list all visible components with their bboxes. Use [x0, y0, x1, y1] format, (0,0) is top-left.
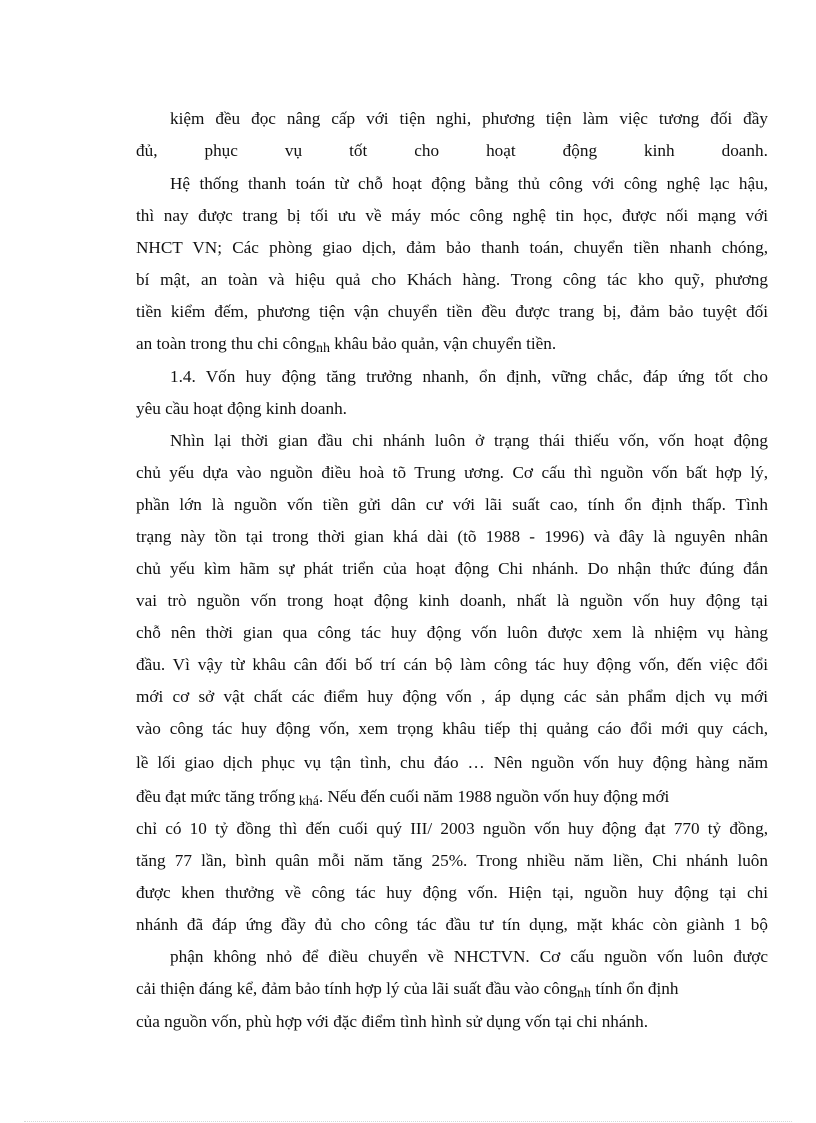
text-line — [136, 205, 768, 227]
text-segment: Hệ thống thanh toán từ chỗ hoạt động bằng thủ công với công nghệ lạc hậu, — [170, 174, 768, 193]
text-word: phục — [204, 141, 238, 160]
text-line — [136, 590, 768, 612]
text-segment: vào công tác huy động vốn, xem trọng khâu tiếp thị quảng cáo đổi mới quy cách, — [136, 719, 768, 738]
text-segment: đầu. Vì vậy từ khâu cân đối bố trí cán bộ làm công tác huy động vốn, đến việc đổi — [136, 655, 768, 674]
text-segment: tăng 77 lần, bình quân mỗi năm tăng 25%. Trong nhiều năm liền, Chi nhánh luôn — [136, 851, 768, 870]
text-line — [136, 333, 768, 357]
text-fragment: khá — [295, 794, 319, 809]
text-segment: chỉ có 10 tỷ đồng thì đến cuối quý III/ 2003 nguồn vốn huy động đạt 770 tỷ đồng, — [136, 819, 768, 838]
text-line — [136, 1011, 768, 1033]
text-line — [170, 946, 768, 968]
text-line — [136, 914, 768, 936]
text-word: hoạt — [486, 141, 516, 160]
text-segment: lề lối giao dịch phục vụ tận tình, chu đáo … Nên nguồn vốn huy động hàng năm — [136, 753, 768, 772]
text-segment: Nhìn lại thời gian đầu chi nhánh luôn ở trạng thái thiếu vốn, vốn hoạt động — [170, 431, 768, 450]
text-line — [136, 269, 768, 291]
text-line — [136, 718, 768, 740]
text-fragment: nh — [577, 986, 592, 1001]
text-segment: mới cơ sở vật chất các điểm huy động vốn , áp dụng các sản phẩm dịch vụ mới — [136, 687, 768, 706]
text-word: động — [562, 141, 598, 160]
text-segment: . Nếu đến cuối năm 1988 nguồn vốn huy động mới — [318, 787, 670, 806]
text-segment: vai trò nguồn vốn trong hoạt động kinh doanh, nhất là nguồn vốn huy động tại — [136, 591, 768, 610]
text-segment: 1.4. Vốn huy động tăng trưởng nhanh, ổn định, vững chắc, đáp ứng tốt cho — [170, 367, 768, 386]
text-segment: trạng này tồn tại trong thời gian khá dài (tõ 1988 - 1996) và đây là nguyên nhân — [136, 527, 768, 546]
text-segment: tiền kiểm đếm, phương tiện vận chuyển tiền đều được trang bị, đảm bảo tuyệt đối — [136, 302, 768, 321]
text-line — [136, 786, 768, 810]
text-word: cho — [414, 141, 440, 160]
text-segment: của nguồn vốn, phù hợp với đặc điểm tình hình sử dụng vốn tại chi nhánh. — [136, 1012, 649, 1031]
text-segment: chủ yếu kìm hãm sự phát triển của hoạt động Chi nhánh. Do nhận thức đúng đắn — [136, 559, 768, 578]
text-line — [136, 818, 768, 840]
text-segment: chỗ nên thời gian qua công tác huy động vốn luôn được xem là nhiệm vụ hàng — [136, 623, 768, 642]
text-segment: được khen thưởng về công tác huy động vốn. Hiện tại, nguồn huy động tại chi — [136, 883, 768, 902]
text-segment: phận không nhỏ để điều chuyển về NHCTVN. Cơ cấu nguồn vốn luôn được — [170, 947, 768, 966]
text-word: vụ — [284, 141, 303, 160]
text-segment: bí mật, an toàn và hiệu quả cho Khách hàng. Trong công tác kho quỹ, phương — [136, 270, 768, 289]
section-heading-cont — [136, 398, 768, 420]
text-word: tốt — [349, 141, 368, 160]
text-line — [136, 462, 768, 484]
text-segment: tính ổn định — [591, 979, 679, 998]
text-line — [136, 526, 768, 548]
text-word: kinh — [644, 141, 675, 160]
text-line — [136, 140, 768, 162]
text-line — [136, 237, 768, 259]
text-segment: cải thiện đáng kể, đảm bảo tính hợp lý của lãi suất đầu vào công — [136, 979, 578, 998]
text-segment: khâu bảo quản, vận chuyển tiền. — [329, 334, 557, 353]
text-segment: an toàn trong thu chi công — [136, 334, 316, 353]
text-segment: chủ yếu dựa vào nguồn điều hoà tõ Trung ương. Cơ cấu thì nguồn vốn bất hợp lý, — [136, 463, 768, 482]
text-fragment: nh — [315, 341, 330, 356]
text-line — [136, 558, 768, 580]
text-segment: thì nay được trang bị tối ưu về máy móc công nghệ tin học, được nối mạng với — [136, 206, 768, 225]
text-line — [136, 301, 768, 323]
text-segment: kiệm đều đọc nâng cấp với tiện nghi, phương tiện làm việc tương đối đầy — [170, 109, 768, 128]
text-line — [170, 108, 768, 130]
text-word: đủ, — [136, 141, 158, 160]
text-line — [136, 882, 768, 904]
text-word: doanh. — [721, 141, 768, 160]
text-segment: phần lớn là nguồn vốn tiền gửi dân cư với lãi suất cao, tính ổn định thấp. Tình — [136, 495, 768, 514]
page-edge-rule — [24, 1121, 792, 1122]
text-line — [170, 430, 768, 452]
text-line — [136, 978, 768, 1002]
text-line — [136, 752, 768, 774]
text-segment: nhánh đã đáp ứng đầy đủ cho công tác đầu tư tín dụng, mặt khác còn giành 1 bộ — [136, 915, 768, 934]
text-line — [136, 686, 768, 708]
text-line — [136, 654, 768, 676]
text-line — [170, 173, 768, 195]
text-line — [136, 622, 768, 644]
text-segment: NHCT VN; Các phòng giao dịch, đảm bảo thanh toán, chuyển tiền nhanh chóng, — [136, 238, 768, 257]
text-segment: yêu cầu hoạt động kinh doanh. — [136, 399, 347, 418]
text-line — [136, 494, 768, 516]
text-line — [136, 850, 768, 872]
section-heading — [170, 366, 768, 388]
text-segment: đều đạt mức tăng trống — [136, 787, 296, 806]
